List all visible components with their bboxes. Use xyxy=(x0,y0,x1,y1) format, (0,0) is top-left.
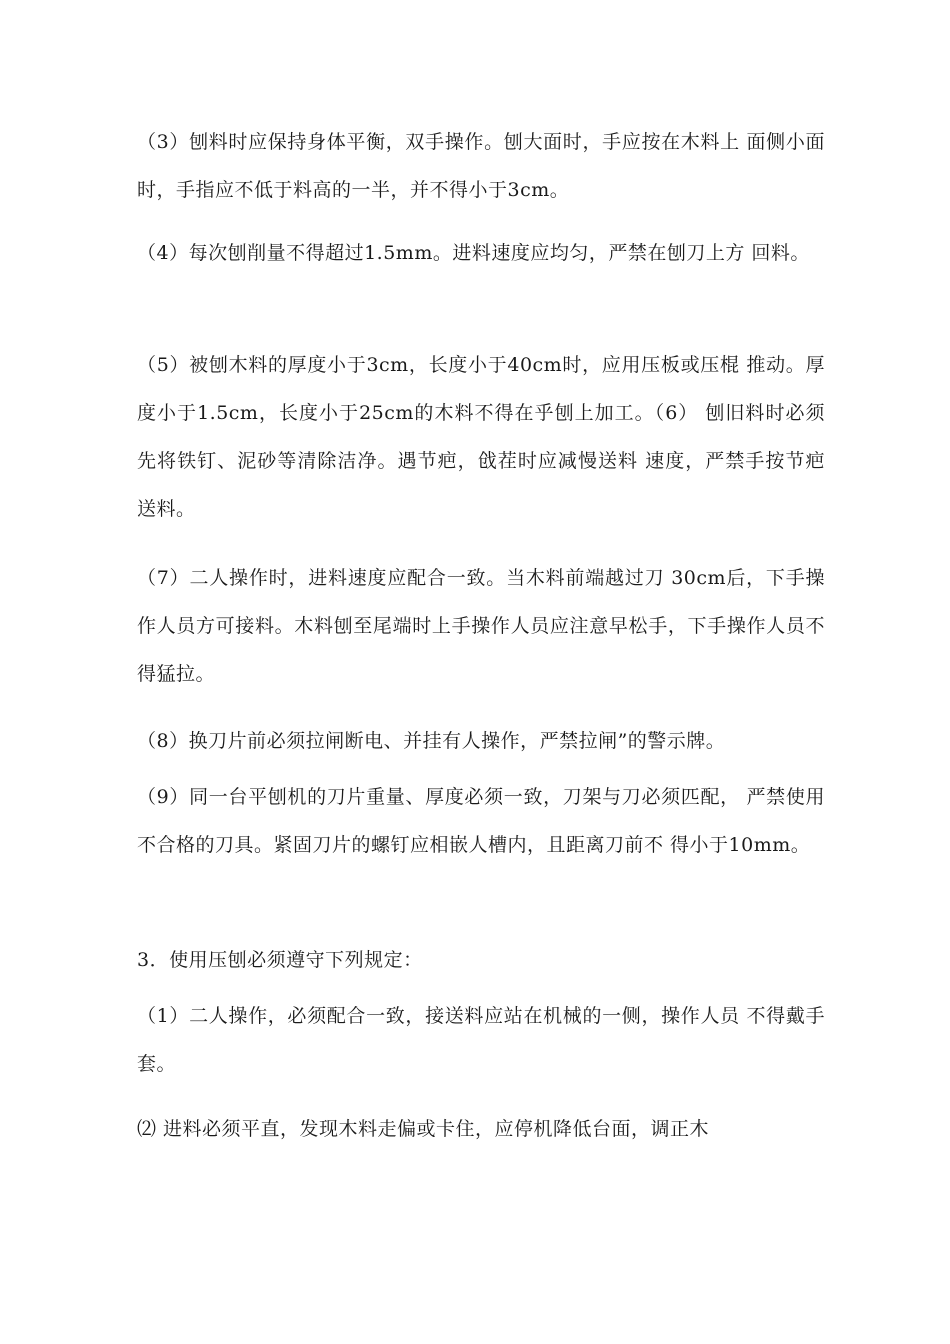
paragraph-planing-posture: （3）刨料时应保持身体平衡，双手操作。刨大面时，手应按在木料上 面侧小面时，手指应不低于料高的一半，并不得小于3cm。 xyxy=(137,131,825,201)
paragraph-blade-change: （8）换刀片前必须拉闸断电、并挂有人操作，严禁拉闸”的警示牌。 xyxy=(137,730,726,752)
paragraph-cut-depth: （4）每次刨削量不得超过1.5mm。进料速度应均匀，严禁在刨刀上方 回料。 xyxy=(137,242,810,264)
section-heading-thickness-planer: 3．使用压刨必须遵守下列规定： xyxy=(137,949,423,971)
paragraph-planer-rule-1: （1）二人操作，必须配合一致，接送料应站在机械的一侧，操作人员 不得戴手套。 xyxy=(137,1005,825,1075)
paragraph-thin-stock: （5）被刨木料的厚度小于3cm，长度小于40cm时，应用压板或压棍 推动。厚度小于1.5cm，长度小于25cm的木料不得在乎刨上加工。（6） 刨旧料时必须先将铁钉、泥砂等清除洁净。遇节疤，戗茬时应减慢送料 速度，严禁手按节疤送料。 xyxy=(137,354,825,520)
paragraph-blade-matching: （9）同一台平刨机的刀片重量、厚度必须一致，刀架与刀必须匹配， 严禁使用不合格的刀具。紧固刀片的螺钉应相嵌人槽内，且距离刀前不 得小于10mm。 xyxy=(137,786,825,856)
paragraph-planer-rule-2: ⑵ 进料必须平直，发现木料走偏或卡住，应停机降低台面，调正木 xyxy=(137,1118,710,1140)
paragraph-two-person-operation: （7）二人操作时，进料速度应配合一致。当木料前端越过刀 30cm后，下手操作人员方可接料。木料刨至尾端时上手操作人员应注意早松手，下手操作人员不得猛拉。 xyxy=(137,567,825,685)
